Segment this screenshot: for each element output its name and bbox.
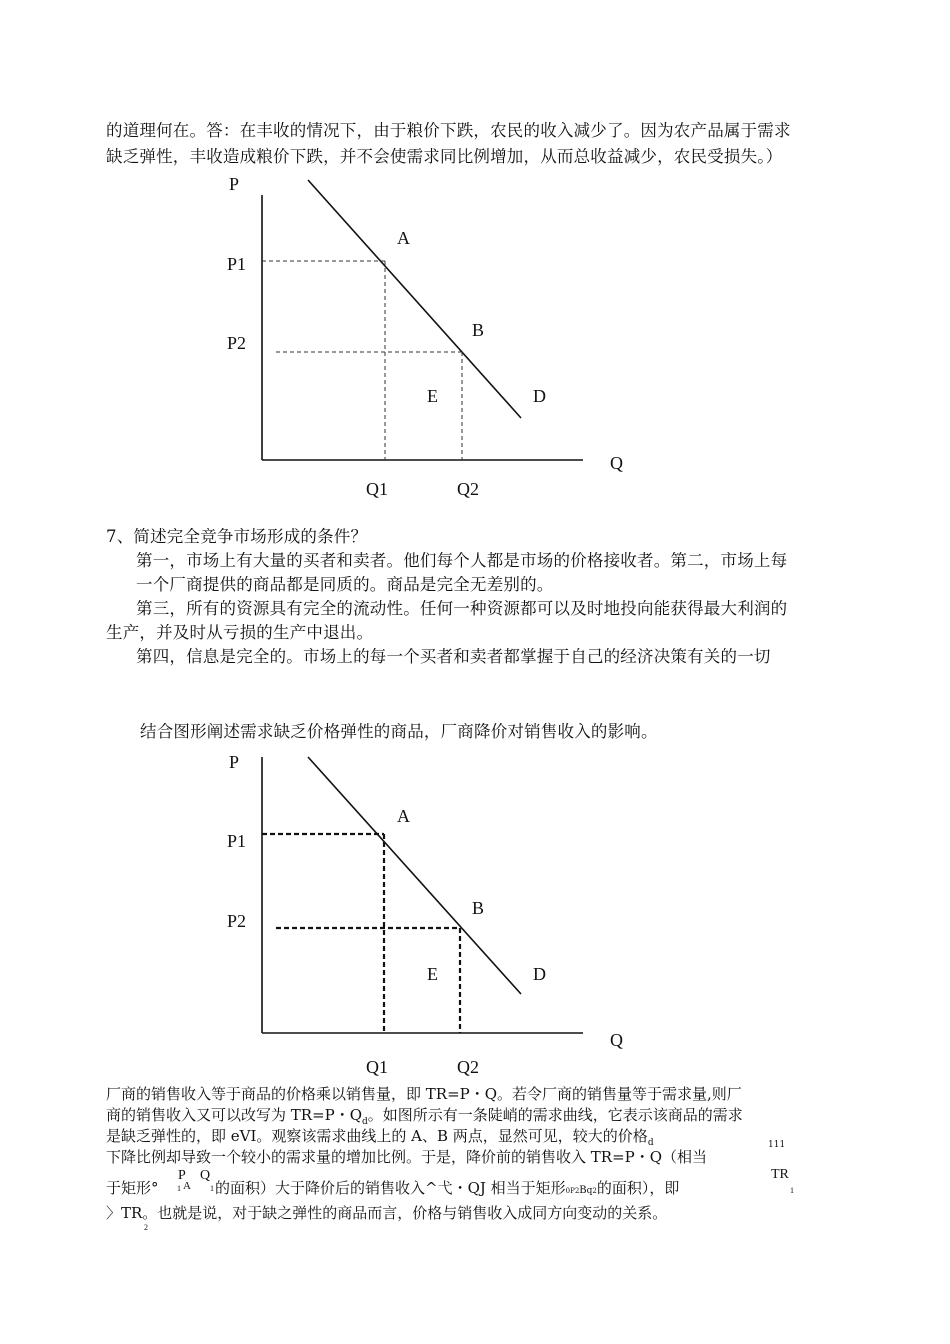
point-d-label: D	[533, 964, 546, 984]
q-axis-label: Q	[610, 1030, 623, 1050]
subscript: d	[362, 1117, 368, 1127]
answer-text: 。如图所示有一条陡峭的需求曲线，它表示该商品的需求	[367, 1106, 743, 1124]
answer-text: 商的销售收入又可以改写为 TR=P・Q	[106, 1106, 363, 1124]
p1-label: P1	[227, 831, 247, 851]
formula-p: P	[178, 1168, 186, 1183]
demand-curve	[308, 180, 521, 418]
subscript: 2	[592, 1187, 597, 1195]
formula-tr: TR	[771, 1167, 789, 1182]
subscript: 1	[177, 1184, 181, 1193]
answer-text: 下降比例却导致一个较小的需求量的增加比例。于是，降价前的销售收入 TR=P・Q（相当	[106, 1148, 708, 1166]
p-axis-label: P	[229, 752, 240, 772]
paragraph-line: 第一，市场上有大量的买者和卖者。他们每个人都是市场的价格接收者。第二，市场上每	[136, 551, 788, 570]
subscript: 1	[210, 1184, 214, 1193]
q-axis-label: Q	[610, 453, 623, 473]
q1-label: Q1	[366, 1057, 388, 1077]
question-7-title: 7、简述完全竞争市场形成的条件？	[106, 527, 368, 546]
answer-line: 厂商的销售收入等于商品的价格乘以销售量，即 TR=P・Q。若令厂商的销售量等于需求量,则厂	[106, 1085, 742, 1103]
point-d-label: D	[533, 386, 546, 406]
paragraph-line: 生产，并及时从亏损的生产中退出。	[106, 623, 374, 642]
point-e-label: E	[427, 964, 438, 984]
p2-label: P2	[227, 333, 247, 353]
subscript: d	[647, 1138, 654, 1148]
subscript: 1	[790, 1186, 794, 1195]
superscript: 111	[768, 1140, 786, 1150]
formula-a: A	[183, 1180, 191, 1192]
small-text: 0P	[565, 1187, 575, 1195]
subscript: 2	[574, 1187, 580, 1195]
q2-label: Q2	[457, 1057, 479, 1077]
formula-q: Q	[200, 1168, 211, 1183]
q2-label: Q2	[457, 479, 479, 499]
small-text: q	[586, 1186, 593, 1196]
paragraph-line: 第三，所有的资源具有完全的流动性。任何一种资源都可以及时地投向能获得最大利润的	[136, 599, 788, 618]
answer-text: 于矩形°	[106, 1179, 159, 1197]
answer-text: 的面积），即	[596, 1179, 680, 1197]
p2-label: P2	[227, 911, 247, 931]
point-b-label: B	[472, 898, 485, 918]
demand-curve	[308, 757, 521, 994]
answer-text: 的面积）大于降价后的销售收入^弋・QJ 相当于矩形	[215, 1179, 566, 1197]
point-e-label: E	[427, 386, 438, 406]
answer-line	[106, 1147, 707, 1168]
q1-label: Q1	[366, 479, 388, 499]
paragraph-line: 第四，信息是完全的。市场上的每一个买者和卖者都掌握于自己的经济决策有关的一切	[136, 647, 771, 666]
paragraph-line: 一个厂商提供的商品都是同质的。商品是完全无差别的。	[136, 575, 554, 594]
point-a-label: A	[397, 228, 410, 248]
small-text: B	[579, 1185, 587, 1196]
p1-label: P1	[227, 254, 247, 274]
demand-curve-figure-1	[0, 165, 950, 505]
answer-line	[106, 1178, 159, 1199]
point-b-label: B	[472, 320, 485, 340]
question-elastic-title: 结合图形阐述需求缺乏价格弹性的商品，厂商降价对销售收入的影响。	[140, 722, 658, 741]
p-axis-label: P	[229, 174, 240, 194]
subscript: 2	[144, 1223, 148, 1232]
answer-line: 〉TR。也就是说，对于缺之弹性的商品而言，价格与销售收入成同方向变动的关系。	[106, 1204, 668, 1222]
answer-line	[215, 1178, 679, 1202]
demand-curve-figure-2	[0, 745, 950, 1085]
point-a-label: A	[397, 806, 410, 826]
answer-text: 是缺乏弹性的，即 eVI。观察该需求曲线上的 A、B 两点，显然可见，较大的价格	[106, 1127, 648, 1145]
paragraph-line: 缺乏弹性，丰收造成粮价下跌，并不会使需求同比例增加，从而总收益减少，农民受损失。）	[106, 147, 783, 166]
paragraph-line: 的道理何在。答：在丰收的情况下，由于粮价下跌，农民的收入减少了。因为农产品属于需求	[106, 121, 791, 140]
